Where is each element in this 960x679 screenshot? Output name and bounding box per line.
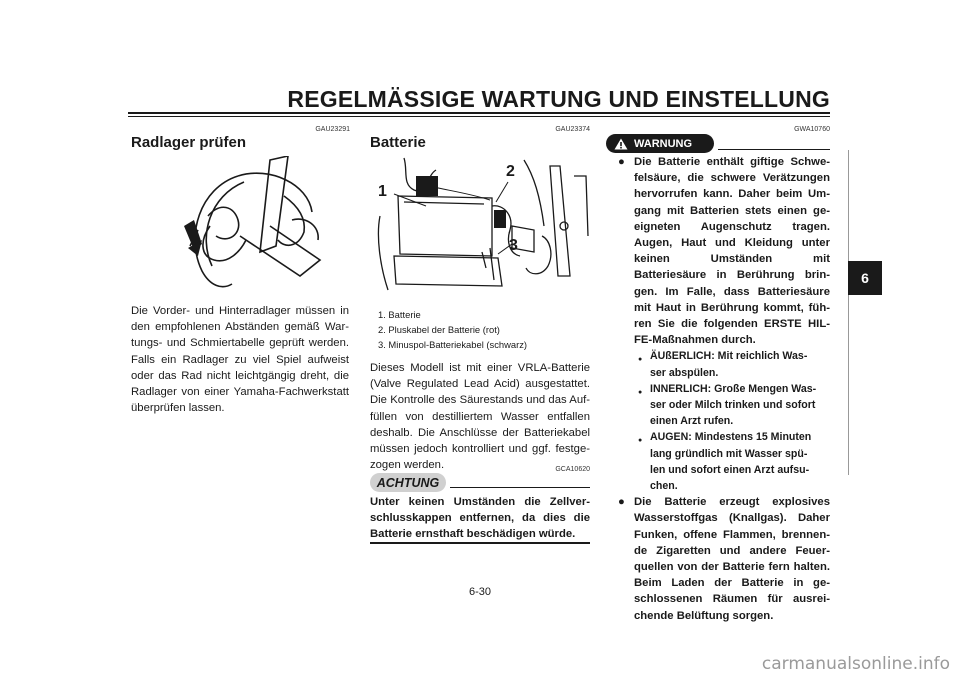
warning-line: gen. Im Falle, dass Batteriesäure xyxy=(634,285,830,298)
warning-line: len und sofort einen Arzt aufsu- xyxy=(650,463,810,476)
section-code-radlager: GAU23291 xyxy=(315,126,350,133)
warning-rule-top xyxy=(718,149,830,150)
radlager-body xyxy=(131,303,349,416)
warning-line: ÄUßERLICH: Mit reichlich Was- xyxy=(650,350,808,363)
body-line: (Valve Regulated Lead Acid) ausgestattet. xyxy=(370,378,590,391)
warning-line: Wasserstoffgas (Knallgas). Daher xyxy=(634,512,830,525)
batterie-body xyxy=(370,360,590,473)
warning-item xyxy=(618,494,830,624)
body-line: Die Kontrolle des Säurestands und das Auf- xyxy=(370,394,590,407)
side-tab-guide xyxy=(848,150,883,475)
header-rule xyxy=(128,112,830,114)
warning-line: ser oder Milch trinken und sofort xyxy=(650,399,816,412)
section-title-radlager: Radlager prüfen xyxy=(131,134,247,151)
warning-line: keinen Umständen mit xyxy=(634,253,830,266)
warning-line: ser abspülen. xyxy=(650,366,719,379)
warning-line: gang mit Batterien stets einen ge- xyxy=(634,204,830,217)
body-line: tungs- und Schmiertabelle geprüft werden. xyxy=(131,337,349,350)
caption-item: 3. Minuspol-Batteriekabel (schwarz) xyxy=(378,339,528,350)
sub-bullet-icon: ● xyxy=(638,356,643,364)
sub-bullet-icon: ● xyxy=(638,388,643,396)
warning-line: Funken, offene Flammen, brennen- xyxy=(634,528,830,541)
warning-badge xyxy=(606,134,714,153)
caution-line: Unter keinen Umständen die Zellver- xyxy=(370,496,590,508)
body-line: müssen jedoch kontrolliert und ggf. festge- xyxy=(370,443,590,456)
body-line: zogen werden. xyxy=(370,459,445,472)
caution-rule-top xyxy=(450,487,590,488)
section-code-batterie: GAU23374 xyxy=(555,126,590,133)
warning-line: Batteriesäure in Berührung brin- xyxy=(634,269,830,282)
warning-line: Die Batterie erzeugt explosives xyxy=(634,496,830,509)
warning-line: hervorrufen kann. Daher beim Um- xyxy=(634,188,830,201)
warning-line: einen Arzt rufen. xyxy=(650,415,734,428)
body-line: Die Vorder- und Hinterradlager müssen in xyxy=(131,305,349,317)
warning-line: ren Sie die folgenden ERSTE HIL- xyxy=(634,318,830,331)
page-number: 6-30 xyxy=(468,586,492,598)
body-line: füllen von destilliertem Wasser entfallen xyxy=(370,410,590,423)
caution-line: Batterie ernsthaft beschädigen würde. xyxy=(370,528,576,541)
body-line: den empfohlenen Abständen gemäß War- xyxy=(131,321,349,334)
body-line: Dieses Modell ist mit einer VRLA-Batterie xyxy=(370,362,590,374)
warning-line: quellen von der Batterie fern halten. xyxy=(634,561,830,574)
callout-3: 3 xyxy=(509,237,518,254)
caution-line: schlusskappen entfernen, da dies die xyxy=(370,512,590,525)
warning-line: FE-Maßnahmen durch. xyxy=(634,334,756,347)
warning-subitem xyxy=(618,381,830,430)
warning-triangle-icon xyxy=(614,138,628,150)
wheel-bearing-illustration xyxy=(180,156,330,296)
page-header-title: REGELMÄSSIGE WARTUNG UND EINSTELLUNG xyxy=(287,86,830,112)
header-rule-thin xyxy=(128,116,830,117)
battery-captions xyxy=(378,307,527,352)
warning-line: Augen, Haut und Kleidung unter xyxy=(634,237,830,250)
caution-badge xyxy=(370,473,446,492)
sub-bullet-icon: ● xyxy=(638,437,643,445)
callout-2: 2 xyxy=(506,163,515,180)
caution-text xyxy=(370,494,590,543)
bullet-icon: ● xyxy=(618,156,625,168)
chapter-tab: 6 xyxy=(848,261,882,295)
bullet-icon: ● xyxy=(618,496,625,509)
warning-line: INNERLICH: Große Mengen Was- xyxy=(650,382,817,395)
warning-list xyxy=(618,154,830,624)
caption-item: 2. Pluskabel der Batterie (rot) xyxy=(378,324,500,335)
warning-label: WARNUNG xyxy=(634,137,693,150)
section-title-batterie: Batterie xyxy=(370,134,426,151)
warning-line: eigneten Augenschutz tragen. xyxy=(634,220,830,233)
battery-photo xyxy=(374,156,590,296)
warning-line: Beim Laden der Batterie in ge- xyxy=(634,577,830,590)
warning-code: GWA10760 xyxy=(794,126,830,133)
warning-line: lang gründlich mit Wasser spü- xyxy=(650,447,808,460)
warning-line: de Zigaretten und andere Feuer- xyxy=(634,544,830,557)
warning-subitem xyxy=(618,429,830,494)
warning-line: felsäure, die schwere Verätzungen xyxy=(634,172,830,185)
warning-subitem xyxy=(618,348,830,380)
body-line: deshalb. Die Anschlüsse der Batteriekabel xyxy=(370,426,590,439)
warning-line: AUGEN: Mindestens 15 Minuten xyxy=(650,431,812,444)
body-line: Falls ein Radlager zu viel Spiel aufweist xyxy=(131,353,349,366)
body-line: überprüfen lassen. xyxy=(131,402,225,415)
warning-line: chen. xyxy=(650,480,678,493)
warning-line: Die Batterie enthält giftige Schwe- xyxy=(634,156,830,168)
body-line: oder das Rad nicht leichtgängig dreht, die xyxy=(131,369,349,382)
warning-line: schlossenen Räumen für ausrei- xyxy=(634,593,830,606)
caution-code: GCA10620 xyxy=(555,466,590,473)
body-line: Radlager von einer Yamaha-Fachwerkstatt xyxy=(131,386,349,399)
warning-line: chende Belüftung sorgen. xyxy=(634,609,774,622)
footer-watermark: carmanualsonline.info xyxy=(761,654,950,674)
caution-label: ACHTUNG xyxy=(376,475,440,490)
caption-item: 1. Batterie xyxy=(378,309,421,320)
warning-line: mit Haut in Berührung kommt, füh- xyxy=(634,301,830,314)
callout-1: 1 xyxy=(378,183,387,200)
caution-rule-bottom xyxy=(370,542,590,544)
warning-item xyxy=(618,154,830,348)
